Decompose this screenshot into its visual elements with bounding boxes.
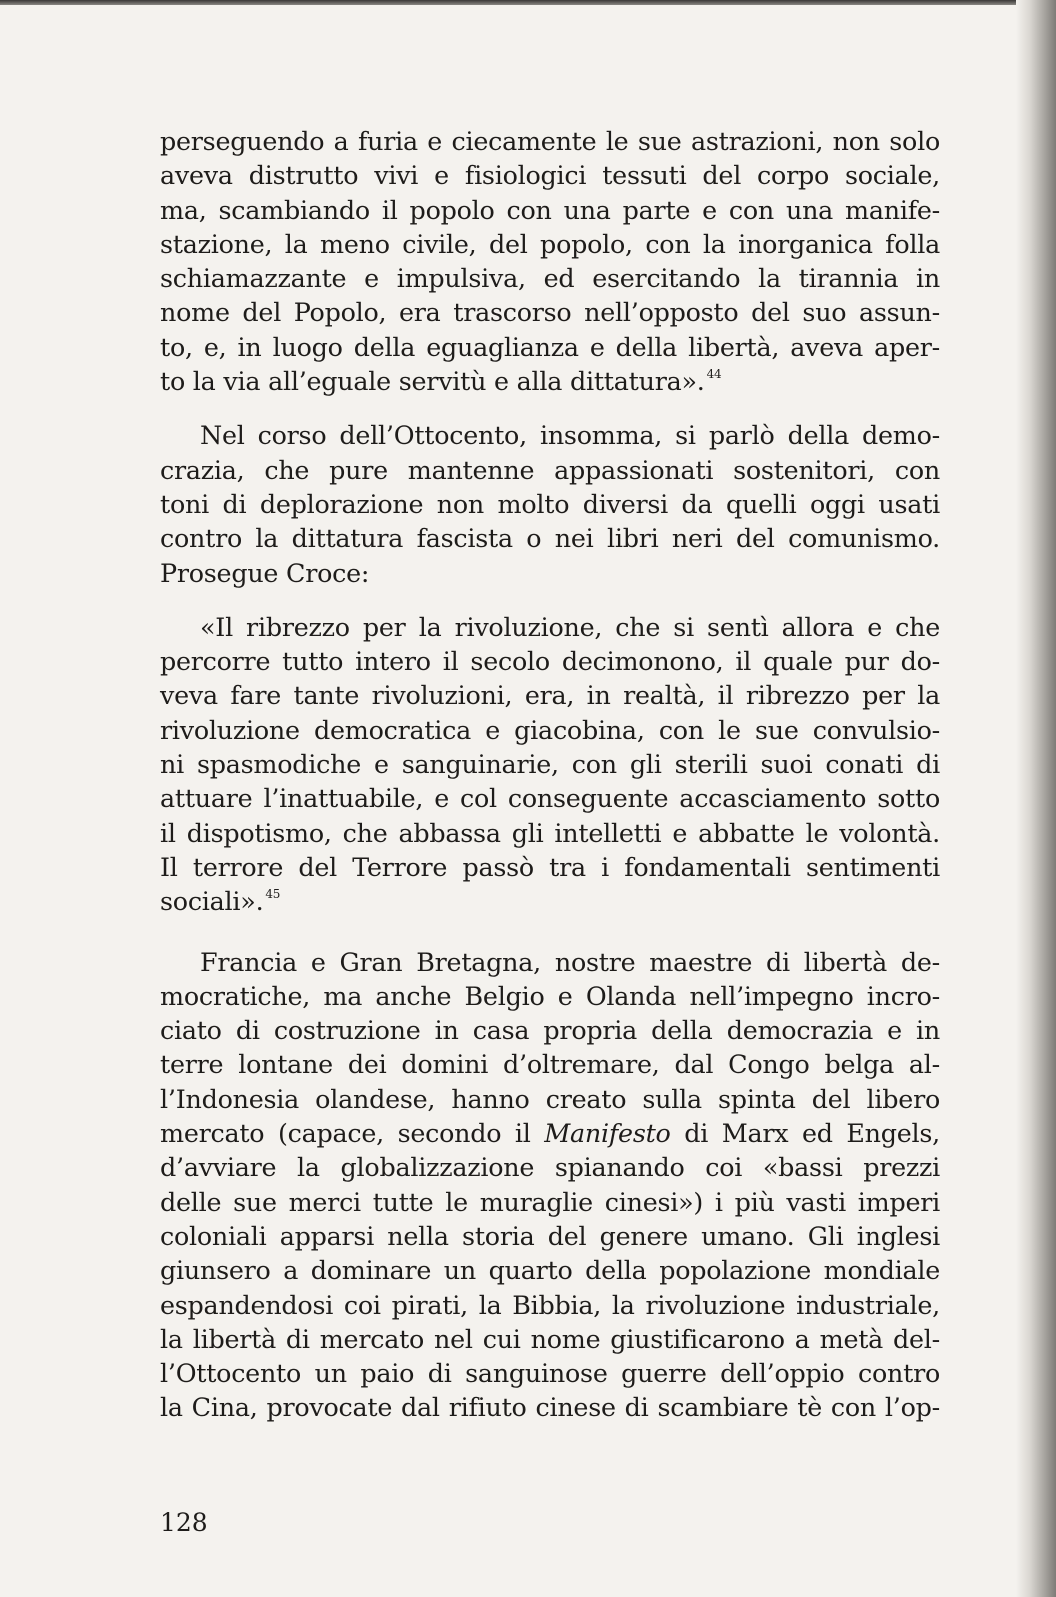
text-line: rivoluzione democratica e giacobina, con le sue convulsio-: [160, 714, 940, 745]
footnote-marker: 45: [265, 887, 281, 902]
page-body: [160, 124, 940, 1445]
text-line: Nel corso dell’Ottocento, insomma, si parlò della demo-: [200, 420, 940, 451]
text-line: giunsero a dominare un quarto della popolazione mondiale: [160, 1255, 940, 1286]
block-quote-croce: [160, 610, 940, 919]
text-line: terre lontane dei domini d’oltremare, dal Congo belga al-: [160, 1049, 940, 1080]
page-number: 128: [160, 1508, 208, 1537]
text-line: Francia e Gran Bretagna, nostre maestre di libertà de-: [200, 946, 940, 977]
text-line: veva fare tante rivoluzioni, era, in realtà, il ribrezzo per la: [160, 680, 940, 711]
text-line: schiamazzante e impulsiva, ed esercitando la tirannia in: [160, 263, 940, 294]
text-line: il dispotismo, che abbassa gli intelletti e abbatte le volontà.: [160, 817, 940, 848]
text-line: [160, 884, 940, 918]
text-line: la libertà di mercato nel cui nome giustificarono a metà del-: [160, 1323, 940, 1354]
text-line: Prosegue Croce:: [160, 557, 370, 588]
text-line: stazione, la meno civile, del popolo, con la inorganica folla: [160, 228, 940, 259]
text-line: to, e, in luogo della eguaglianza e della libertà, aveva aper-: [160, 331, 940, 362]
text-line: [160, 364, 940, 398]
paragraph-quote-end: [160, 124, 940, 398]
text-line: ni spasmodiche e sanguinarie, con gli sterili suoi conati di: [160, 749, 940, 780]
text-line: «Il ribrezzo per la rivoluzione, che si sentì allora e che: [200, 611, 940, 642]
text-line: aveva distrutto vivi e fisiologici tessuti del corpo sociale,: [160, 160, 940, 191]
text-line-tail: di Marx ed Engels,: [670, 1118, 940, 1149]
paragraph-ottocento: [160, 418, 940, 589]
text-line: ciato di costruzione in casa propria della democrazia e in: [160, 1015, 940, 1046]
text-line: delle sue merci tutte le muraglie cinesi») i più vasti imperi: [160, 1186, 940, 1217]
text-line: attuare l’inattuabile, e col conseguente accasciamento sotto: [160, 783, 940, 814]
book-gutter-shadow: [1016, 0, 1056, 1597]
italic-title-manifesto: Manifesto: [544, 1118, 671, 1149]
text-line: l’Ottocento un paio di sanguinose guerre dell’oppio contro: [160, 1358, 940, 1389]
text-line: d’avviare la globalizzazione spianando coi «bassi prezzi: [160, 1152, 940, 1183]
text-line: crazia, che pure mantenne appassionati sostenitori, con: [160, 454, 940, 485]
text-line: contro la dittatura fascista o nei libri neri del comunismo.: [160, 523, 940, 554]
text-line: Il terrore del Terrore passò tra i fondamentali sentimenti: [160, 851, 940, 882]
text-line: nome del Popolo, era trascorso nell’opposto del suo assun-: [160, 297, 940, 328]
text-line: toni di deplorazione non molto diversi da quelli oggi usati: [160, 488, 940, 519]
text-line: percorre tutto intero il secolo decimonono, il quale pur do-: [160, 646, 940, 677]
text-line: la Cina, provocate dal rifiuto cinese di scambiare tè con l’op-: [160, 1392, 940, 1423]
footnote-marker: 44: [706, 367, 722, 382]
text-line: l’Indonesia olandese, hanno creato sulla spinta del libero: [160, 1083, 940, 1114]
text-line: ma, scambiando il popolo con una parte e con una manife-: [160, 194, 940, 225]
text-line: espandendosi coi pirati, la Bibbia, la rivoluzione industriale,: [160, 1289, 940, 1320]
text-line-content: sociali».: [160, 886, 264, 917]
page-top-edge: [0, 0, 1056, 5]
text-line-content: mercato (capace, secondo il: [160, 1118, 545, 1149]
text-line-content: to la via all’eguale servitù e alla dittatura».: [160, 366, 705, 397]
text-line: coloniali apparsi nella storia del genere umano. Gli inglesi: [160, 1220, 940, 1251]
text-line: [160, 1116, 940, 1150]
text-line: mocratiche, ma anche Belgio e Olanda nell’impegno incro-: [160, 980, 940, 1011]
paragraph-imperi-coloniali: [160, 945, 940, 1425]
text-line: perseguendo a furia e ciecamente le sue astrazioni, non solo: [160, 126, 940, 156]
